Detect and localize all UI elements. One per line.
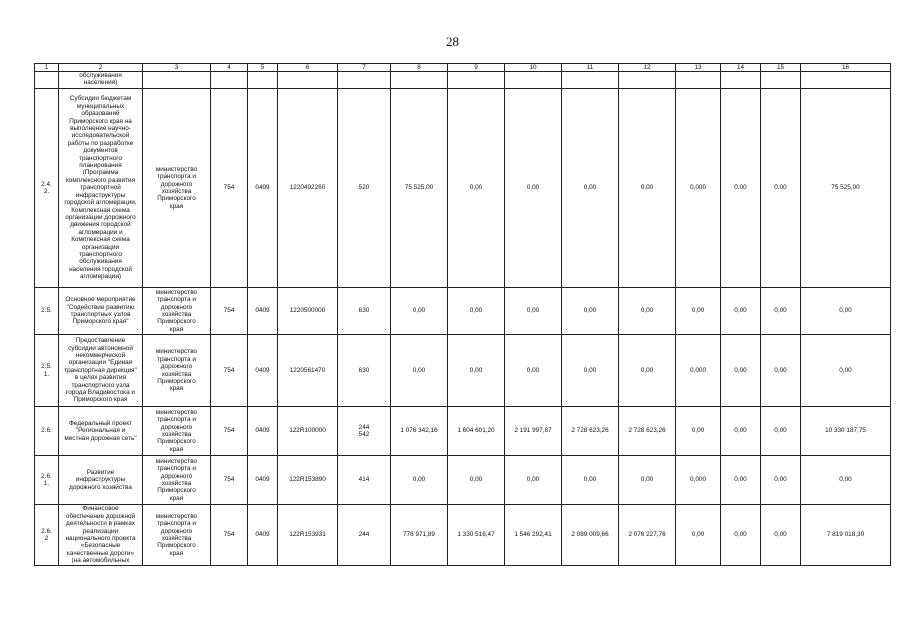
section-cell: 0409	[248, 288, 278, 335]
amount-cell: 2 191 997,87	[505, 407, 562, 456]
amount-cell: 0,00	[619, 335, 676, 407]
column-header: 9	[448, 64, 505, 72]
section-cell: 0409	[248, 89, 278, 288]
column-header: 4	[211, 64, 248, 72]
amount-cell: 0,00	[562, 89, 619, 288]
responsible-cell: министерство транспорта и дорожного хозяйства Приморского края	[143, 456, 211, 505]
table-header-row	[35, 64, 891, 72]
amount-cell: 0,00	[721, 505, 761, 566]
amount-cell: 0,00	[761, 335, 801, 407]
target-article-cell: 122R100000	[278, 407, 338, 456]
amount-cell: 0,00	[721, 335, 761, 407]
amount-cell	[391, 72, 448, 89]
grbs-cell: 754	[211, 456, 248, 505]
amount-cell: 0,00	[505, 288, 562, 335]
amount-cell: 0,00	[721, 456, 761, 505]
activity-name-cell: Финансовое обеспечение дорожной деятельности в рамках реализации национального проекта «Безопасные качественные дороги» (на автомобильных	[59, 505, 143, 566]
amount-cell: 0,00	[448, 456, 505, 505]
responsible-cell: министерство транспорта и дорожного хозяйства Приморского края	[143, 89, 211, 288]
amount-cell	[505, 72, 562, 89]
target-article-cell: 122R153931	[278, 505, 338, 566]
amount-cell: 0,00	[562, 335, 619, 407]
amount-cell: 0,00	[761, 505, 801, 566]
amount-cell: 2 728 623,26	[619, 407, 676, 456]
amount-cell: 0,00	[676, 407, 721, 456]
section-cell: 0409	[248, 456, 278, 505]
row-number-cell: 2.6. 1.	[35, 456, 59, 505]
activity-name-cell: Основное мероприятие "Содействие развитию транспортных узлов Приморского края"	[59, 288, 143, 335]
amount-cell: 0,000	[676, 89, 721, 288]
grbs-cell	[211, 72, 248, 89]
column-header: 2	[59, 64, 143, 72]
expense-type-cell: 630	[338, 335, 391, 407]
table-row	[35, 72, 891, 89]
activity-name-cell: Федеральный проект "Региональная и местная дорожная сеть"	[59, 407, 143, 456]
column-header: 7	[338, 64, 391, 72]
amount-cell: 0,00	[448, 89, 505, 288]
amount-cell: 0,00	[505, 89, 562, 288]
amount-cell: 0,00	[721, 89, 761, 288]
amount-cell: 1 076 342,16	[391, 407, 448, 456]
column-header: 8	[391, 64, 448, 72]
column-header: 5	[248, 64, 278, 72]
total-cell: 0,00	[801, 456, 891, 505]
amount-cell: 0,00	[676, 505, 721, 566]
amount-cell: 0,00	[721, 288, 761, 335]
amount-cell: 1 330 516,47	[448, 505, 505, 566]
row-number-cell: 2.4. 2.	[35, 89, 59, 288]
amount-cell: 0,00	[761, 456, 801, 505]
amount-cell	[761, 72, 801, 89]
column-header: 13	[676, 64, 721, 72]
amount-cell: 0,00	[505, 456, 562, 505]
amount-cell	[448, 72, 505, 89]
row-number-cell: 2.5. 1.	[35, 335, 59, 407]
amount-cell	[562, 72, 619, 89]
amount-cell: 0,00	[391, 288, 448, 335]
amount-cell: 776 971,89	[391, 505, 448, 566]
amount-cell: 1 604 601,20	[448, 407, 505, 456]
amount-cell: 0,00	[761, 89, 801, 288]
expense-type-cell	[338, 72, 391, 89]
amount-cell: 0,00	[619, 288, 676, 335]
table-row	[35, 89, 891, 288]
amount-cell: 0,00	[562, 288, 619, 335]
activity-name-cell: Субсидии бюджетам муниципальных образований Приморского края на выполнение научно- исследовательской работы по разработке документов транспортного планирования (Программа комплексного развития транспортной инфраструктуры городской агломерации, Комплексная схема организации дорожного движения городской агломерации и Комплексная схема организации транспортного обслуживания населения городской агломерации)	[59, 89, 143, 288]
total-cell: 0,00	[801, 288, 891, 335]
amount-cell: 0,000	[676, 456, 721, 505]
grbs-cell: 754	[211, 505, 248, 566]
column-header: 12	[619, 64, 676, 72]
target-article-cell	[278, 72, 338, 89]
amount-cell: 0,00	[619, 456, 676, 505]
amount-cell: 0,00	[505, 335, 562, 407]
grbs-cell: 754	[211, 288, 248, 335]
responsible-cell: министерство транспорта и дорожного хозяйства Приморского края	[143, 505, 211, 566]
expense-type-cell: 630	[338, 288, 391, 335]
expense-type-cell: 520	[338, 89, 391, 288]
row-number-cell	[35, 72, 59, 89]
amount-cell: 2 089 009,66	[562, 505, 619, 566]
grbs-cell: 754	[211, 335, 248, 407]
responsible-cell: министерство транспорта и дорожного хозяйства Приморского края	[143, 407, 211, 456]
total-cell: 0,00	[801, 335, 891, 407]
responsible-cell	[143, 72, 211, 89]
section-cell: 0409	[248, 335, 278, 407]
table-row	[35, 505, 891, 566]
target-article-cell: 1220561470	[278, 335, 338, 407]
table-row	[35, 456, 891, 505]
amount-cell: 1 546 292,41	[505, 505, 562, 566]
column-header: 6	[278, 64, 338, 72]
row-number-cell: 2.5.	[35, 288, 59, 335]
grbs-cell: 754	[211, 89, 248, 288]
activity-name-cell: обслуживания населения)	[59, 72, 143, 89]
amount-cell: 0,00	[721, 407, 761, 456]
table-row	[35, 288, 891, 335]
amount-cell: 0,00	[448, 288, 505, 335]
amount-cell: 0,00	[562, 456, 619, 505]
amount-cell: 2 076 227,76	[619, 505, 676, 566]
total-cell: 10 330 187,75	[801, 407, 891, 456]
amount-cell: 0,00	[619, 89, 676, 288]
budget-table	[34, 63, 891, 566]
amount-cell: 0,000	[676, 335, 721, 407]
amount-cell	[721, 72, 761, 89]
section-cell	[248, 72, 278, 89]
section-cell: 0409	[248, 505, 278, 566]
expense-type-cell: 244 542	[338, 407, 391, 456]
grbs-cell: 754	[211, 407, 248, 456]
expense-type-cell: 244	[338, 505, 391, 566]
expense-type-cell: 414	[338, 456, 391, 505]
column-header: 10	[505, 64, 562, 72]
column-header: 16	[801, 64, 891, 72]
table-row	[35, 335, 891, 407]
responsible-cell: министерство транспорта и дорожного хозяйства Приморского края	[143, 335, 211, 407]
row-number-cell: 2.6. 2	[35, 505, 59, 566]
amount-cell: 0,00	[391, 335, 448, 407]
total-cell: 7 819 018,30	[801, 505, 891, 566]
amount-cell	[676, 72, 721, 89]
column-header: 15	[761, 64, 801, 72]
amount-cell: 0,00	[761, 288, 801, 335]
column-header: 11	[562, 64, 619, 72]
amount-cell	[619, 72, 676, 89]
amount-cell: 75 525,00	[391, 89, 448, 288]
total-cell: 75 525,00	[801, 89, 891, 288]
amount-cell: 0,00	[448, 335, 505, 407]
total-cell	[801, 72, 891, 89]
target-article-cell: 1220500000	[278, 288, 338, 335]
table-row	[35, 407, 891, 456]
column-header: 3	[143, 64, 211, 72]
amount-cell: 2 728 623,26	[562, 407, 619, 456]
amount-cell: 0,00	[676, 288, 721, 335]
section-cell: 0409	[248, 407, 278, 456]
target-article-cell: 122R153890	[278, 456, 338, 505]
activity-name-cell: Предоставление субсидии автономной некоммерческой организации "Единая транспортная дирекция" в целях развития транспортного узла города Владивостока и Приморского края	[59, 335, 143, 407]
row-number-cell: 2.6.	[35, 407, 59, 456]
amount-cell: 0,00	[391, 456, 448, 505]
column-header: 14	[721, 64, 761, 72]
amount-cell: 0,00	[761, 407, 801, 456]
target-article-cell: 1220492260	[278, 89, 338, 288]
activity-name-cell: Развитие инфраструктуры дорожного хозяйства	[59, 456, 143, 505]
column-header: 1	[35, 64, 59, 72]
page-number: 28	[446, 34, 459, 49]
responsible-cell: министерство транспорта и дорожного хозяйства Приморского края	[143, 288, 211, 335]
